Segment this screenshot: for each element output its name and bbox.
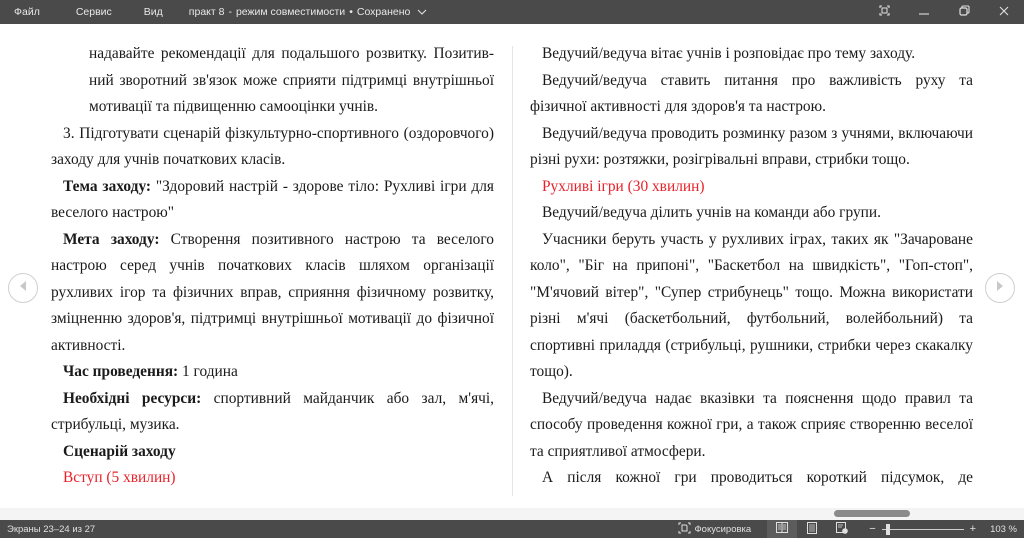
previous-page-button[interactable] (8, 273, 38, 303)
paragraph-teams: Ведучий/ведуча ділить учнів на команди або групи. (542, 204, 881, 221)
zoom-out-button[interactable]: − (869, 523, 876, 535)
paragraph-instructions: Ведучий/ведуча надає вказівки та пояснення щодо правил та способу проведення кожної гри, а також сприяє створенню веселої та сприятливої атмосфери. (530, 389, 973, 460)
restore-button[interactable] (944, 0, 984, 24)
title-dot: • (349, 6, 353, 18)
zoom-slider-thumb[interactable] (886, 524, 890, 535)
book-icon (776, 522, 788, 536)
window-controls (864, 0, 1024, 24)
text-line: мотивації та підвищенню самооцінки учнів. (89, 98, 379, 115)
document-name: практ 8 (188, 6, 225, 18)
resources-label: Необхідні ресурси: (63, 389, 202, 407)
paragraph-warmup: Ведучий/ведуча проводить розминку разом з учнями, включаючи різні рухи: розтяжки, розігрівальні вправи, стрибки тощо. (530, 124, 973, 168)
horizontal-scrollbar[interactable] (0, 508, 1024, 520)
paragraph-summary: А після кожної гри проводиться короткий підсумок, де (542, 469, 973, 486)
zoom-in-button[interactable]: + (969, 523, 977, 535)
duration-label: Час проведення: (63, 363, 179, 380)
page-divider (512, 46, 513, 496)
status-controls (678, 520, 1024, 538)
right-page (530, 41, 973, 492)
close-icon (999, 6, 1009, 19)
status-bar (0, 520, 1024, 538)
topic-text: "Здоровий настрій - здорове тіло: Рухливі ігри для веселого настрою" (51, 177, 495, 221)
triangle-right-icon (995, 279, 1005, 297)
paragraph-duration (51, 359, 494, 386)
menu-tools[interactable]: Сервис (75, 6, 112, 18)
paragraph-resources (51, 386, 494, 439)
topic-label: Тема заходу: (63, 177, 152, 195)
screen-counter: Экраны 23–24 из 27 (7, 523, 96, 535)
focus-label: Фокусировка (694, 523, 752, 535)
chevron-down-icon[interactable] (417, 7, 427, 17)
read-mode-button[interactable] (767, 520, 797, 538)
menu-view[interactable]: Вид (143, 6, 163, 18)
resources-text: спортивний майданчик або зал, м'ячі, стрибульці, музика. (51, 389, 495, 433)
title-bar (0, 0, 1024, 24)
scrollbar-thumb[interactable] (834, 510, 910, 517)
zoom-control (865, 523, 1024, 535)
focus-mode-button[interactable] (864, 0, 904, 24)
triangle-left-icon (18, 279, 28, 297)
web-layout-button[interactable] (827, 520, 857, 538)
close-button[interactable] (984, 0, 1024, 24)
document-title[interactable] (189, 6, 428, 18)
heading-intro: Вступ (5 хвилин) (63, 469, 176, 486)
text-line: ний зворотний зв'язок може сприяти підтримці внутрішньої (89, 71, 494, 89)
title-separator: - (228, 6, 232, 18)
paragraph-topic (51, 174, 494, 227)
heading-games: Рухливі ігри (30 хвилин) (542, 177, 705, 195)
focus-icon (678, 522, 691, 537)
goal-label: Мета заходу: (63, 230, 160, 248)
print-layout-button[interactable] (797, 520, 827, 538)
focus-button[interactable] (678, 522, 751, 537)
menu-file[interactable]: Файл (14, 6, 40, 18)
next-page-button[interactable] (985, 273, 1015, 303)
paragraph-question: Ведучий/ведуча ставить питання про важливість руху та фізичної активності для здоров'я та настрою. (530, 71, 973, 115)
scenario-heading-text: Сценарій заходу (63, 442, 176, 460)
heading-scenario (51, 439, 494, 466)
paragraph-games-list: Учасники беруть участь у рухливих іграх, таких як "Зачароване коло", "Біг на припоні", "Баскетбол на швидкість", "Гоп-стоп", "М'ячовий вітер", "Супер стрибунець" тощо. Можна використати різні м'ячі (баскетбольний, футбольний, волейбольний) та спортивні приладдя (стрибульці, рушники, стрибки через скакалку тощо). (530, 230, 973, 380)
goal-text: Створення позитивного настрою та веселого настрою серед учнів початкових класів шляхом організації рухливих ігор та фізичних вправ, сприяння фізичному розвитку, зміцненню здоров'я, підтримці внутрішньої мотивації до фізичної активності. (51, 230, 495, 354)
minimize-icon (919, 6, 929, 18)
reading-area (0, 24, 1024, 508)
paragraph-task-3: 3. Підготувати сценарій фізкультурно-спортивного (оздоровчого) заходу для учнів початкових класів. (51, 124, 494, 168)
paragraph-goal (51, 227, 494, 360)
left-page (51, 41, 494, 492)
zoom-level[interactable]: 103 % (990, 523, 1017, 535)
minimize-button[interactable] (904, 0, 944, 24)
paragraph-greeting: Ведучий/ведуча вітає учнів і розповідає про тему заходу. (542, 45, 916, 62)
restore-icon (959, 5, 970, 19)
save-status: Сохранено (356, 6, 411, 18)
compatibility-mode: режим совместимости (235, 6, 346, 18)
duration-text: 1 година (178, 363, 238, 380)
web-layout-icon (836, 522, 848, 537)
focus-frame-icon (879, 5, 890, 19)
text-line: надавайте рекомендації для подальшого розвитку. Позитив- (89, 45, 494, 62)
page-icon (807, 522, 817, 537)
zoom-slider[interactable] (882, 529, 964, 530)
paragraph-feedback (51, 41, 494, 121)
